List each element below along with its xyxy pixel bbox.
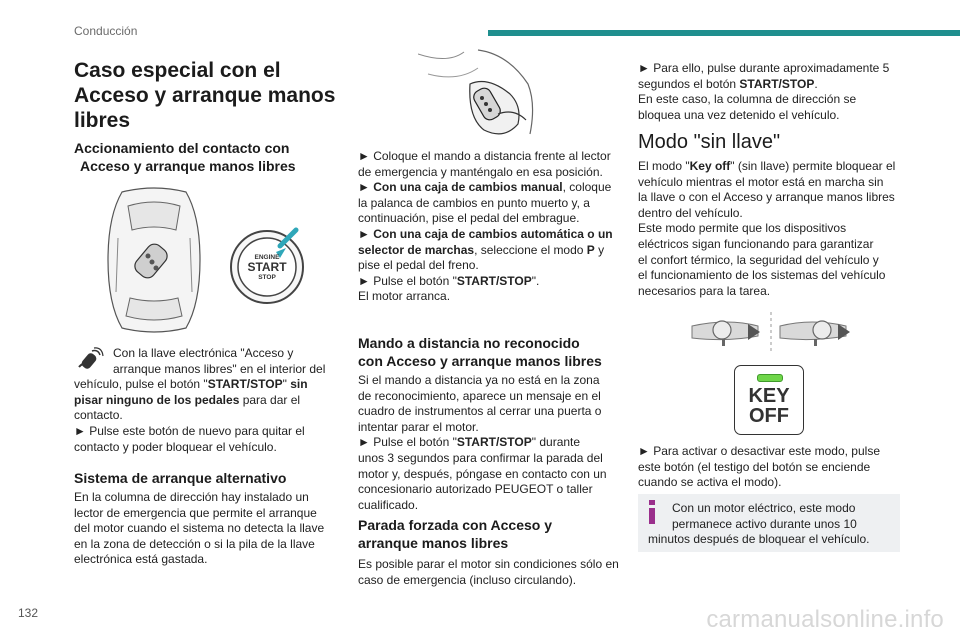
emergency-reader-illustration xyxy=(418,44,542,144)
key-off-button-label: KEY OFF xyxy=(748,385,790,427)
subtitle-contact xyxy=(74,139,344,175)
text-line: ► Para activar o desactivar este modo, pulse xyxy=(638,444,880,458)
text-line: pise el pedal del freno. xyxy=(358,258,479,273)
text-line: vehículo, pulse el botón "START/STOP" sin xyxy=(74,377,308,392)
text-line: necesarios para la tarea. xyxy=(638,283,771,298)
key-off-heading xyxy=(638,130,908,154)
heading-text: Modo "sin llave" xyxy=(638,131,781,153)
text-line: cuando se activa el modo). xyxy=(638,475,782,490)
text-line: de reconocimiento, aparece un mensaje en el xyxy=(358,388,601,403)
text-line: selector de marchas, seleccione el modo P y xyxy=(358,242,605,257)
heading-text: Sistema de arranque alternativo xyxy=(74,470,287,486)
text-line: continuación, pise el pedal del embrague. xyxy=(358,211,580,226)
heading-text: con Acceso y arranque manos libres xyxy=(358,353,602,369)
forced-stop-body xyxy=(358,557,633,588)
remote-not-recognized-body xyxy=(358,373,628,513)
text-line: Con un motor eléctrico, este modo xyxy=(672,501,856,515)
text-line: bloquea una vez detenido el vehículo. xyxy=(638,107,840,122)
text-line: de emergencia y manténgalo en esa posición. xyxy=(358,164,603,179)
key-off-indicator-led xyxy=(757,374,783,382)
text-line: contacto. xyxy=(74,408,123,423)
text-line: en la zona de detección o si la pila de la llave xyxy=(74,536,315,551)
text-line: Con la llave electrónica "Acceso y xyxy=(113,346,294,360)
text-line: ► Con una caja de cambios automática o un xyxy=(358,226,613,241)
start-button-text-start: START xyxy=(247,260,287,274)
text-line: segundos el botón START/STOP. xyxy=(638,76,818,91)
text-line: contacto y poder bloquear el vehículo. xyxy=(74,439,277,454)
text-line: vehículo mientras el motor está en marcha sin xyxy=(638,174,884,189)
engine-start-stop-button xyxy=(226,226,308,308)
text-line: eléctricos sigan funcionando para garantizar xyxy=(638,236,874,251)
text-line: el funcionamiento de los sistemas del vehículo xyxy=(638,268,886,283)
emergency-start-steps xyxy=(358,149,628,305)
heading-text: Mando a distancia no reconocido xyxy=(358,335,580,351)
text-line: el confort térmico, la seguridad del vehículo y xyxy=(638,252,879,267)
text-line: la llave o con el Acceso y arranque manos libres xyxy=(638,190,895,205)
text-line: ► Para ello, pulse durante aproximadamente 5 xyxy=(638,61,890,75)
alt-start-heading xyxy=(74,469,344,487)
text-line: unos 3 segundos para confirmar la parada del xyxy=(358,450,603,465)
text-line: ► Pulse el botón "START/STOP" durante xyxy=(358,435,581,450)
key-off-button xyxy=(734,365,804,435)
text-line: El modo "Key off" (sin llave) permite bloquear el xyxy=(638,159,896,173)
key-off-body xyxy=(638,159,913,299)
car-top-view-illustration xyxy=(100,186,208,334)
text-line: ► Pulse este botón de nuevo para quitar el xyxy=(74,423,305,438)
subtitle-line: Acceso y arranque manos libres xyxy=(80,158,296,174)
heading-text: arranque manos libres xyxy=(358,535,509,551)
text-line: pisar ninguno de los pedales para dar el xyxy=(74,392,301,407)
heading-text: Parada forzada con Acceso y xyxy=(358,517,553,533)
text-line: En este caso, la columna de dirección se xyxy=(638,92,857,107)
key-off-activation-text xyxy=(638,444,913,491)
text-line: del motor cuando el sistema no detecta la llave xyxy=(74,521,325,536)
text-line: este botón (el testigo del botón se enciende xyxy=(638,459,871,474)
main-title-line: Acceso y arranque manos xyxy=(74,84,336,107)
info-box xyxy=(638,494,900,552)
text-line: minutos después de bloquear el vehículo. xyxy=(648,532,870,547)
text-line: concesionario autorizado PEUGEOT o taller xyxy=(358,482,593,497)
remote-not-recognized-heading xyxy=(358,334,638,370)
page-number: 132 xyxy=(18,606,39,620)
main-title-line: Caso especial con el xyxy=(74,59,281,82)
text-line: la palanca de cambios en punto muerto y, a xyxy=(358,195,590,210)
text-line: Es posible parar el motor sin condiciones sólo en xyxy=(358,557,619,571)
text-line: caso de emergencia (incluso circulando). xyxy=(358,572,577,587)
text-line: ► Pulse el botón "START/STOP". xyxy=(358,273,540,288)
text-line: electrónica está gastada. xyxy=(74,552,208,567)
text-line: ► Con una caja de cambios manual, coloque xyxy=(358,180,612,195)
text-line: Si el mando a distancia ya no está en la zona xyxy=(358,373,600,387)
section-name: Conducción xyxy=(74,24,138,38)
hands-free-instructions xyxy=(74,346,342,455)
text-line: lector de emergencia que permite el arranque xyxy=(74,505,317,520)
text-line: motor y, después, póngase en contacto con un xyxy=(358,466,607,481)
text-line: permanece activo durante unos 10 xyxy=(672,516,857,531)
text-line: ► Coloque el mando a distancia frente al lector xyxy=(358,149,611,163)
subtitle-line: Accionamiento del contacto con xyxy=(74,140,290,156)
header-accent-bar xyxy=(488,30,960,36)
forced-stop-steps xyxy=(638,61,913,123)
text-line: El motor arranca. xyxy=(358,289,451,304)
text-line: Este modo permite que los dispositivos xyxy=(638,221,847,236)
text-line: arranque manos libres" en el interior del xyxy=(113,361,326,376)
main-title xyxy=(74,58,344,133)
text-line: intentar parar el motor. xyxy=(358,419,479,434)
text-line: cuadro de instrumentos al cerrar una puerta o xyxy=(358,404,602,419)
alt-start-body xyxy=(74,490,344,568)
main-title-line: libres xyxy=(74,109,131,132)
watermark-text: carmanualsonline.info xyxy=(706,606,944,633)
text-line: dentro del vehículo. xyxy=(638,205,743,220)
text-line: cualificado. xyxy=(358,497,419,512)
start-button-text-stop: STOP xyxy=(258,274,276,281)
start-button-text-engine: ENGINE xyxy=(254,254,280,261)
key-off-location-illustration xyxy=(688,312,854,352)
forced-stop-heading xyxy=(358,516,638,552)
info-text xyxy=(648,501,898,548)
text-line: En la columna de dirección hay instalado un xyxy=(74,490,309,504)
